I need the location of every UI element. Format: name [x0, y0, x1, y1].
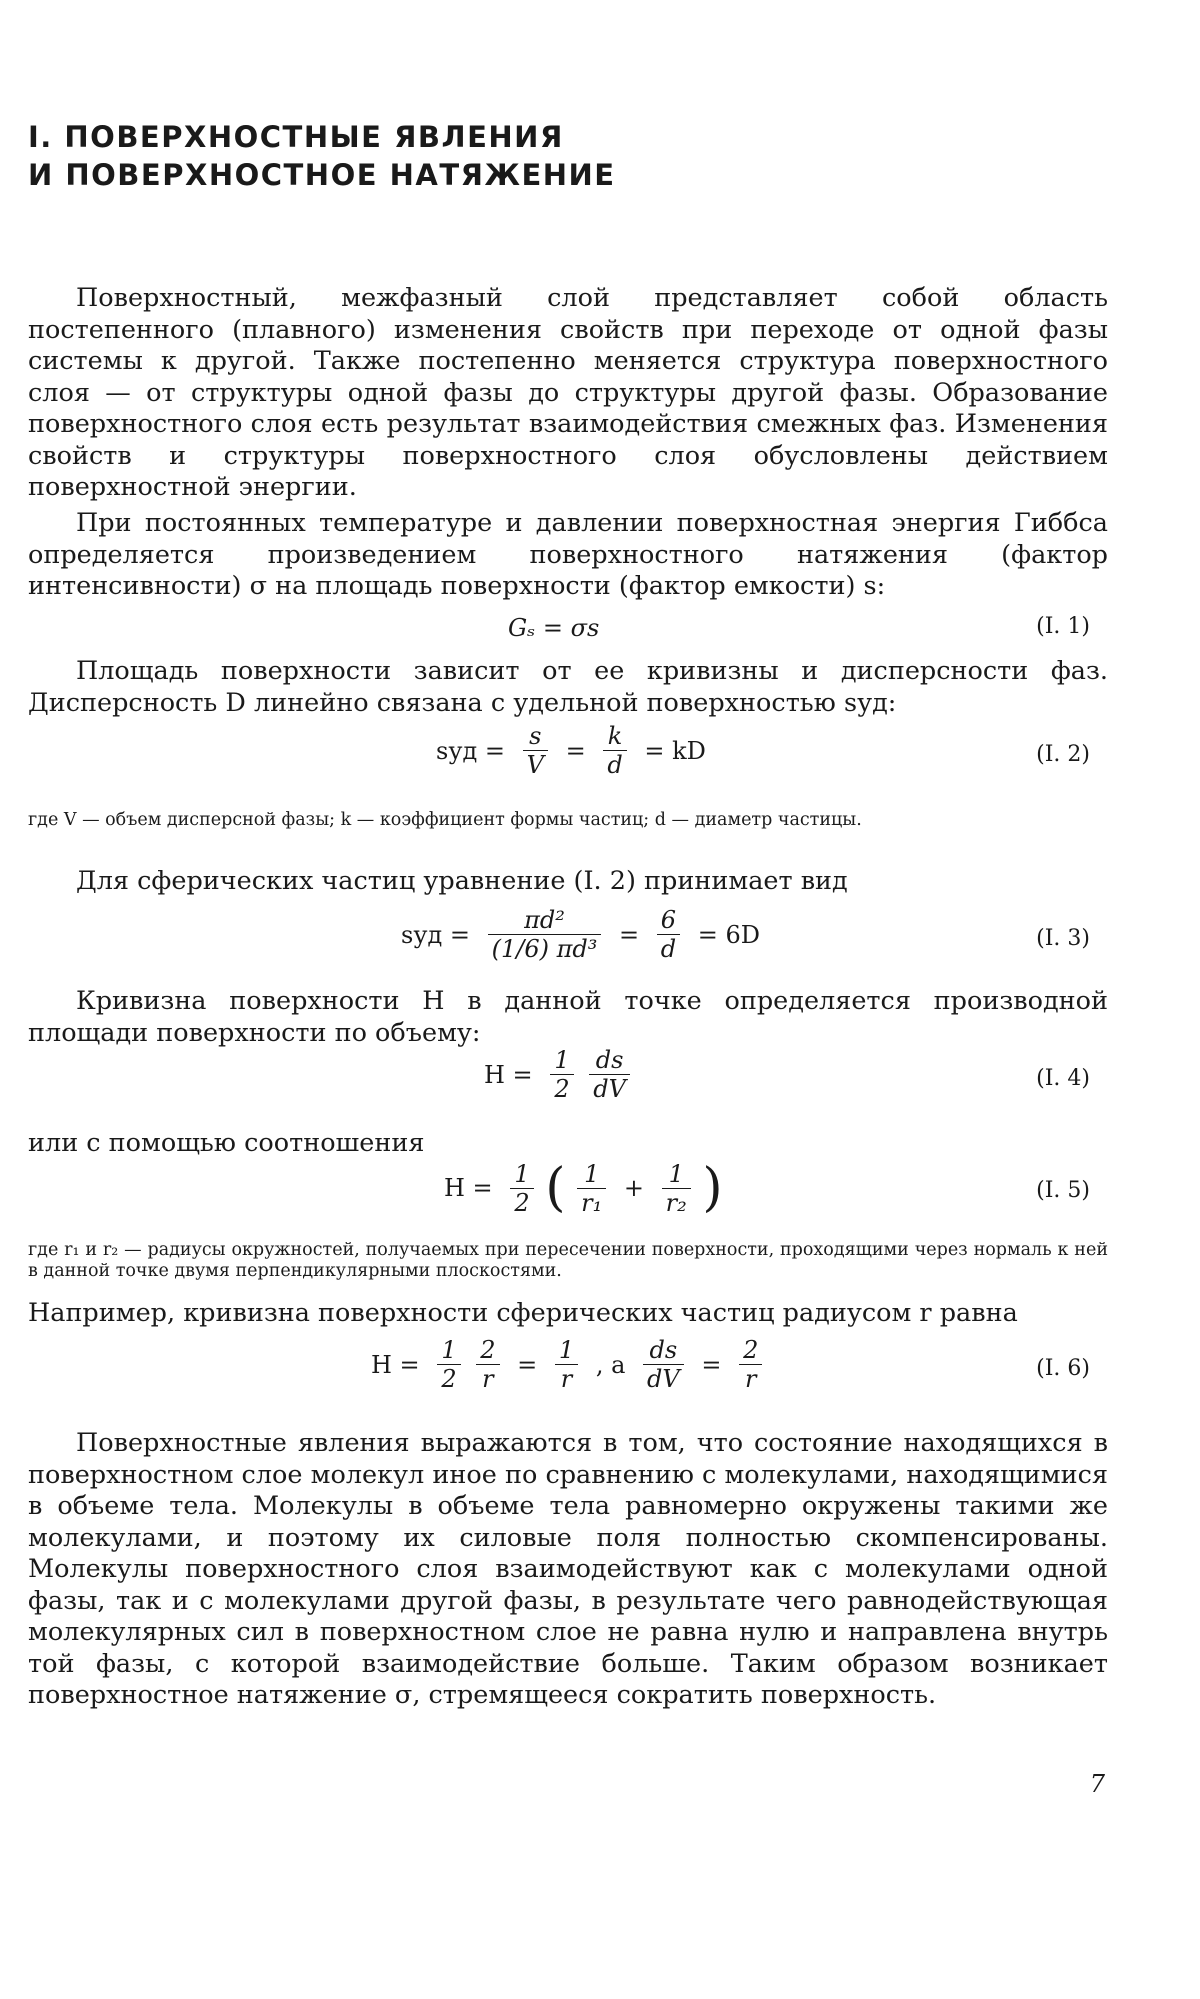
- equation-5-fraction-1: $\frac{1}{2}$: [510, 1160, 533, 1217]
- paragraph-3: Площадь поверхности зависит от ее кривизны и дисперсности фаз. Дисперсность D линейно связана с удельной поверхностью sуд:: [28, 656, 1108, 718]
- equation-6-fraction-4: $\frac{ds}{dV}$: [643, 1336, 684, 1393]
- equation-6-fraction-1: $\frac{1}{2}$: [437, 1336, 460, 1393]
- equation-5: H = $\frac{1}{2}$ ( $\frac{1}{\text{r₁}}$ + $\frac{1}{\text{r₂}}$ ) (I. 5): [444, 1158, 1090, 1218]
- equation-3-fraction-2: $\frac{6}{d}$: [657, 906, 680, 963]
- equation-4: [0, 1046, 1200, 1116]
- footnote-2: где r₁ и r₂ — радиусы окружностей, получаемых при пересечении поверхности, проходящими через нормаль к ней в данной точке двумя перпендикулярными плоскостями.: [28, 1240, 1108, 1281]
- equation-2-rhs: = kD: [644, 736, 706, 765]
- paragraph-7: Например, кривизна поверхности сферических частиц радиусом r равна: [28, 1298, 1018, 1328]
- chapter-title-line-2: И ПОВЕРХНОСТНОЕ НАТЯЖЕНИЕ: [28, 158, 616, 192]
- paragraph-1: Поверхностный, межфазный слой представляет собой область постепенного (плавного) изменения свойств при переходе от одной фазы системы к другой. Также постепенно меняется структура поверхностного слоя — от структуры одной фазы до структуры другой фазы. Образование поверхностного слоя есть результат взаимодействия смежных фаз. Изменения свойств и структуры поверхностного слоя обусловлены действием поверхностной энергии.: [28, 283, 1108, 502]
- equation-3-fraction-1: $\frac{\text{πd²}}{\text{(1/6) πd³}}$: [488, 906, 602, 963]
- equation-5-lhs: H =: [444, 1174, 493, 1202]
- footnote-1: где V — объем дисперсной фазы; k — коэффициент формы частиц; d — диаметр частицы.: [28, 810, 862, 830]
- paragraph-8: Поверхностные явления выражаются в том, что состояние находящихся в поверхностном слое молекул иное по сравнению с молекулами, находящимися в объеме тела. Молекулы в объеме тела равномерно окружены такими же молекулами, и поэтому их силовые поля полностью скомпенсированы. Молекулы поверхностного слоя взаимодействуют как с молекулами одной фазы, так и с молекулами другой фазы, в результате чего равнодействующая молекулярных сил в поверхностном слое не равна нулю и направлена внутрь той фазы, с которой взаимодействие больше. Таким образом возникает поверхностное натяжение σ, стремящееся сократить поверхность.: [28, 1428, 1108, 1710]
- equation-2-fraction-2: $\frac{k}{d}$: [603, 722, 626, 779]
- equation-6: H = $\frac{1}{2}$ $\frac{2}{r}$ = $\frac{1}{r}$ , а $\frac{ds}{dV}$ = $\frac{2}{r}$ (I. 6): [371, 1336, 1090, 1393]
- equation-6-number: (I. 6): [1036, 1356, 1090, 1381]
- equation-4-lhs: H =: [484, 1060, 533, 1089]
- equation-6-fraction-2: $\frac{2}{r}$: [476, 1336, 499, 1393]
- equation-3-rhs: = 6D: [697, 920, 760, 949]
- equation-2: sуд = $\frac{s}{V}$ = $\frac{k}{d}$ = kD (I. 2): [436, 722, 1090, 779]
- equation-3-number: (I. 3): [1036, 926, 1090, 951]
- equation-6-fraction-5: $\frac{2}{r}$: [739, 1336, 762, 1393]
- paragraph-4: Для сферических частиц уравнение (I. 2) принимает вид: [76, 866, 848, 896]
- chapter-title: [28, 118, 1028, 194]
- equation-5-fraction-2: $\frac{1}{\text{r₁}}$: [577, 1160, 606, 1217]
- equation-5-number: (I. 5): [1036, 1178, 1090, 1203]
- equation-6-lhs: H =: [371, 1350, 420, 1379]
- paragraph-6: или с помощью соотношения: [28, 1128, 425, 1158]
- equation-3-lhs: sуд =: [401, 920, 470, 949]
- page-number: 7: [1089, 1770, 1105, 1798]
- equation-6-fraction-3: $\frac{1}{r}$: [555, 1336, 578, 1393]
- chapter-title-line-1: I. ПОВЕРХНОСТНЫЕ ЯВЛЕНИЯ: [28, 120, 564, 154]
- equation-5-fraction-3: $\frac{1}{\text{r₂}}$: [662, 1160, 691, 1217]
- paragraph-2: При постоянных температуре и давлении поверхностная энергия Гиббса определяется произведением поверхностного натяжения (фактор интенсивности) σ на площадь поверхности (фактор емкости) s:: [28, 508, 1108, 601]
- equation-2-number: (I. 2): [1036, 742, 1090, 767]
- equation-2-lhs: sуд =: [436, 736, 505, 765]
- equation-3: sуд = $\frac{\text{πd²}}{\text{(1/6) πd³}}$ = $\frac{6}{d}$ = 6D (I. 3): [401, 906, 1090, 963]
- equation-4-number: (I. 4): [1036, 1066, 1090, 1091]
- equation-2-fraction-1: $\frac{s}{V}$: [523, 722, 548, 779]
- equation-1-formula: Gₛ = σs: [508, 614, 600, 642]
- equation-4-fraction-2: $\frac{ds}{dV}$: [589, 1046, 630, 1103]
- equation-1-number: (I. 1): [1036, 614, 1090, 639]
- equation-4-fraction-1: $\frac{1}{2}$: [550, 1046, 573, 1103]
- paragraph-5: Кривизна поверхности H в данной точке определяется производной площади поверхности по объему:: [28, 986, 1108, 1048]
